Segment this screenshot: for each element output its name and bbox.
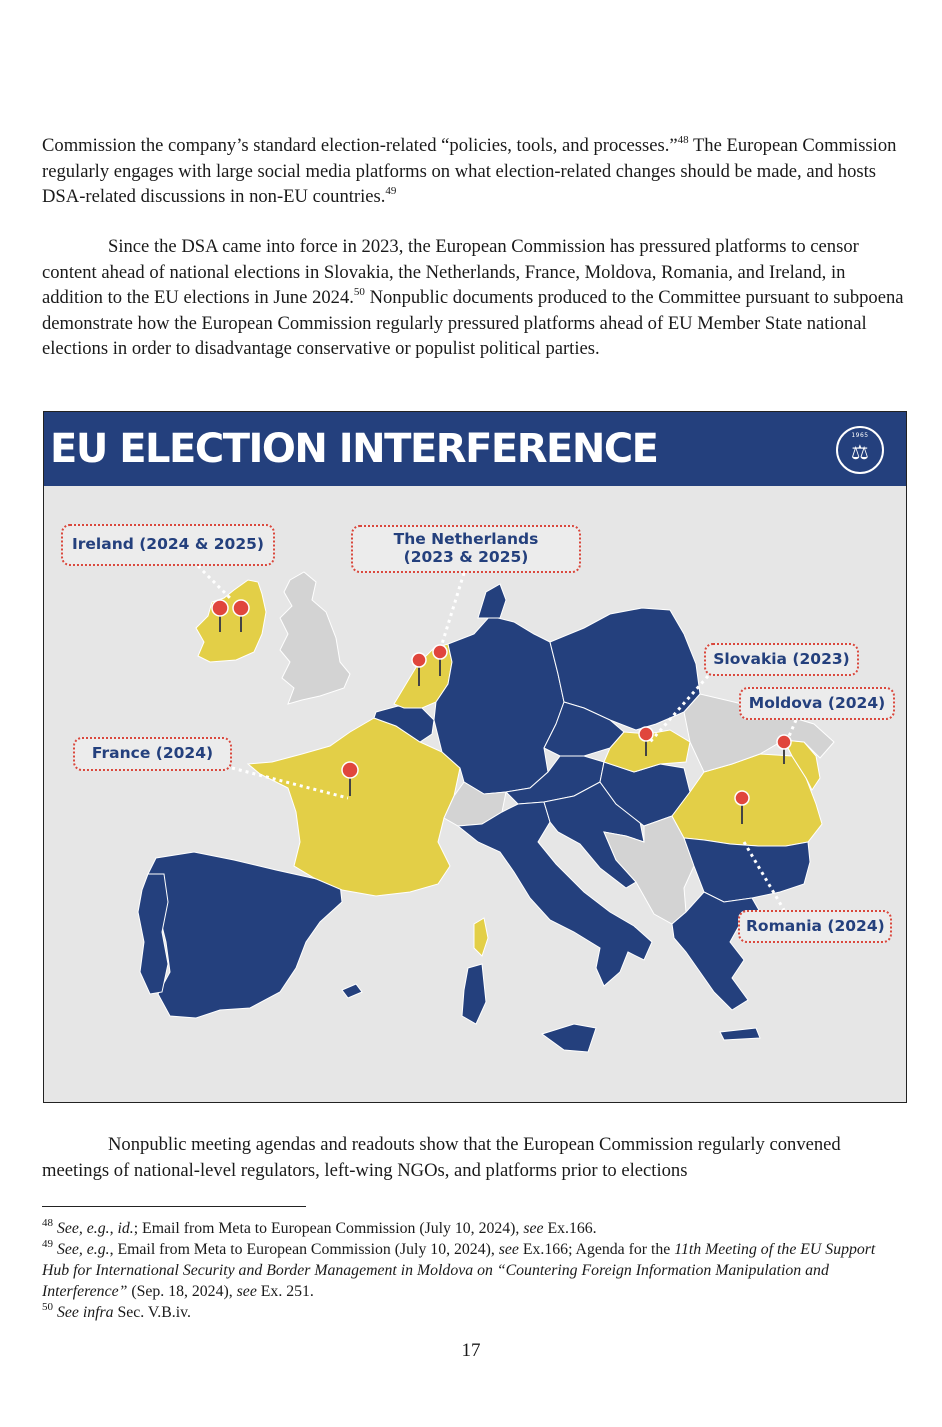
footnote-ref: 50 (353, 286, 365, 298)
body-paragraph (42, 1132, 904, 1183)
body-paragraph (42, 133, 904, 210)
italic-text: See, e.g. (53, 1241, 110, 1258)
text-run: Ex.166. (543, 1220, 597, 1237)
footnote-ref: 50 (42, 1300, 53, 1313)
footnotes (42, 1218, 904, 1323)
text-run: The European Commission regularly engages with large social media platforms on what election-related changes should be made, and hosts DSA-related discussions in non-EU countries. (42, 135, 897, 208)
italic-text: See infra (53, 1304, 114, 1321)
italic-text: See, e.g., id. (53, 1220, 134, 1237)
italic-text: see (523, 1220, 544, 1237)
footnote-ref: 49 (42, 1237, 53, 1250)
seal-text: 1965 (851, 432, 869, 439)
page-number: 17 (461, 1340, 481, 1361)
footnote-divider (42, 1206, 306, 1207)
footnote-ref: 48 (677, 133, 689, 146)
text-run: Ex. 251. (256, 1283, 314, 1300)
text-run: Nonpublic meeting agendas and readouts show that the European Commission regularly convened meetings of national-level regulators, left-wing NGOs, and platforms prior to elections (42, 1134, 841, 1181)
text-run: (Sep. 18, 2024), (127, 1283, 237, 1300)
label-ireland: Ireland (2024 & 2025) (61, 524, 275, 566)
scales-of-justice-icon: ⚖ (851, 440, 869, 464)
label-moldova: Moldova (2024) (739, 687, 895, 720)
body-paragraph (42, 234, 904, 362)
text-run: , Email from Meta to European Commission (July 10, 2024), (109, 1241, 499, 1258)
committee-seal (836, 426, 884, 474)
label-netherlands (351, 525, 581, 573)
figure-header (44, 412, 906, 486)
label-netherlands-line1: The Netherlands (393, 530, 539, 548)
election-interference-figure (43, 411, 907, 1103)
figure-title: EU ELECTION INTERFERENCE (50, 426, 658, 472)
footnote-ref: 48 (42, 1216, 53, 1229)
footnote-ref: 49 (385, 185, 397, 197)
label-slovakia: Slovakia (2023) (704, 643, 859, 676)
text-run: ; Email from Meta to European Commission (July 10, 2024), (133, 1220, 524, 1237)
italic-text: see (498, 1241, 519, 1258)
text-run: Since the DSA came into force in 2023, the European Commission has pressured platforms to censor content ahead of national elections in Slovakia, the Netherlands, France, Moldova, Romania, and Ireland, in addition to the EU elections in June 2024. (42, 236, 859, 309)
label-france: France (2024) (73, 737, 232, 771)
text-run: Sec. V.B.iv. (113, 1304, 191, 1321)
footnote-49 (42, 1239, 904, 1302)
text-run: Nonpublic documents produced to the Committee pursuant to subpoena demonstrate how the European Commission regularly pressured platforms ahead of EU Member State national elections in order to disadvantage conservative or populist political parties. (42, 287, 904, 360)
italic-text: 11th Meeting of the EU Support Hub for International Security and Border Management in Moldova on “Countering Foreign Information Manipulation and Interference” (42, 1241, 876, 1300)
label-netherlands-line2: (2023 & 2025) (403, 548, 529, 566)
label-romania: Romania (2024) (738, 910, 892, 943)
footnote-50 (42, 1302, 904, 1323)
text-run: Commission the company’s standard election-related “policies, tools, and processes.” (42, 135, 678, 156)
footnote-48 (42, 1218, 904, 1239)
italic-text: see (236, 1283, 257, 1300)
text-run: Ex.166; Agenda for the (518, 1241, 675, 1258)
